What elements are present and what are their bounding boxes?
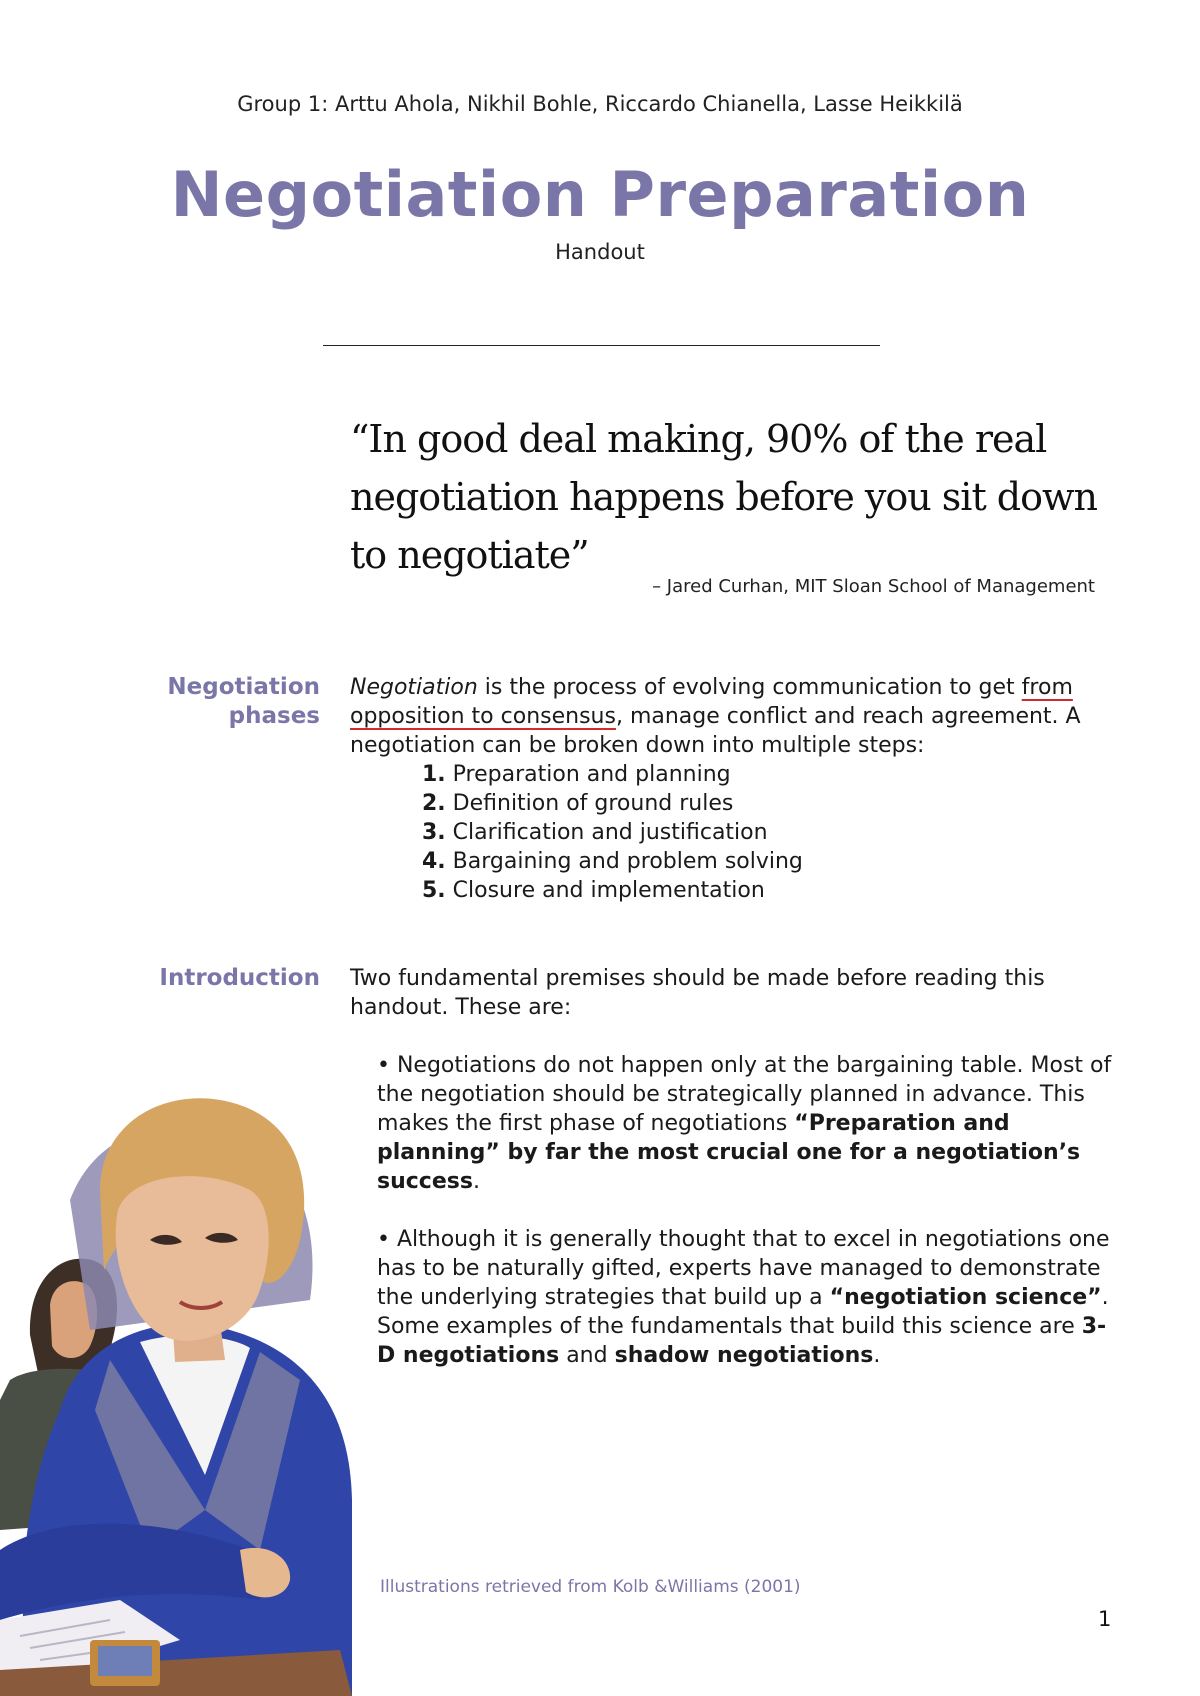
list-item	[422, 847, 1120, 876]
step-label: Bargaining and problem solving	[445, 849, 803, 874]
section-heading-negotiation-phases: Negotiation phases	[167, 674, 320, 729]
underlined-phrase: from opposition to consensus	[350, 675, 1073, 729]
list-item	[422, 789, 1120, 818]
bullet-2-emphasis-shadow: shadow negotiations	[614, 1343, 874, 1368]
document-subtitle: Handout	[555, 240, 645, 264]
title-divider	[323, 345, 880, 346]
introduction-bullet-1	[377, 1051, 1122, 1196]
bullet-1-end: .	[472, 1169, 480, 1194]
negotiation-phases-body	[350, 673, 1120, 905]
step-label: Closure and implementation	[445, 878, 765, 903]
bullet-1-emphasis: “Preparation and planning” by far the most crucial one for a negotiation’s success	[377, 1111, 1081, 1194]
opening-quote: “In good deal making, 90% of the real negotiation happens before you sit down to negotiate”	[350, 417, 1098, 577]
illustration-credit: Illustrations retrieved from Kolb &Williams (2001)	[380, 1577, 801, 1597]
definition-text-a: is the process of evolving communication to get	[477, 675, 1022, 700]
step-number: 1.	[422, 762, 446, 787]
bullet-2-emphasis-science: “negotiation science”	[829, 1285, 1102, 1310]
negotiator-illustration	[0, 1080, 360, 1696]
bullet-2-text-b: . Some examples of the fundamentals that build this science are	[377, 1285, 1109, 1339]
negotiation-definition	[350, 673, 1120, 760]
page-number: 1	[1098, 1607, 1112, 1631]
step-number: 5.	[422, 878, 446, 903]
definition-text-b: , manage conflict and reach agreement. A negotiation can be broken down into multiple steps:	[350, 704, 1081, 758]
bullet-1-text: • Negotiations do not happen only at the bargaining table. Most of the negotiation should be strategically planned in advance. This makes the first phase of negotiations	[377, 1053, 1112, 1136]
negotiation-term: Negotiation	[350, 675, 478, 700]
bullet-2-text-c: and	[559, 1343, 615, 1368]
step-number: 3.	[422, 820, 446, 845]
step-label: Clarification and justification	[445, 820, 768, 845]
list-item	[422, 876, 1120, 905]
step-label: Definition of ground rules	[445, 791, 734, 816]
card-pattern	[98, 1646, 152, 1676]
negotiation-steps-list	[350, 760, 1120, 905]
introduction-lead: Two fundamental premises should be made before reading this handout. These are:	[350, 966, 1045, 1020]
introduction-bullet-2	[377, 1225, 1122, 1370]
step-number: 2.	[422, 791, 446, 816]
bullet-2-text: • Although it is generally thought that to excel in negotiations one has to be naturally gifted, experts have managed to demonstrate the underlying strategies that build up a	[377, 1227, 1110, 1310]
author-group-line: Group 1: Arttu Ahola, Nikhil Bohle, Riccardo Chianella, Lasse Heikkilä	[237, 92, 963, 116]
quote-attribution: – Jared Curhan, MIT Sloan School of Management	[652, 576, 1095, 597]
document-title: Negotiation Preparation	[170, 158, 1030, 231]
bullet-2-emphasis-3d: 3-D negotiations	[377, 1314, 1107, 1368]
step-label: Preparation and planning	[445, 762, 731, 787]
bullet-2-end: .	[873, 1343, 881, 1368]
section-heading-introduction: Introduction	[159, 965, 320, 991]
step-number: 4.	[422, 849, 446, 874]
list-item	[422, 818, 1120, 847]
list-item	[422, 760, 1120, 789]
